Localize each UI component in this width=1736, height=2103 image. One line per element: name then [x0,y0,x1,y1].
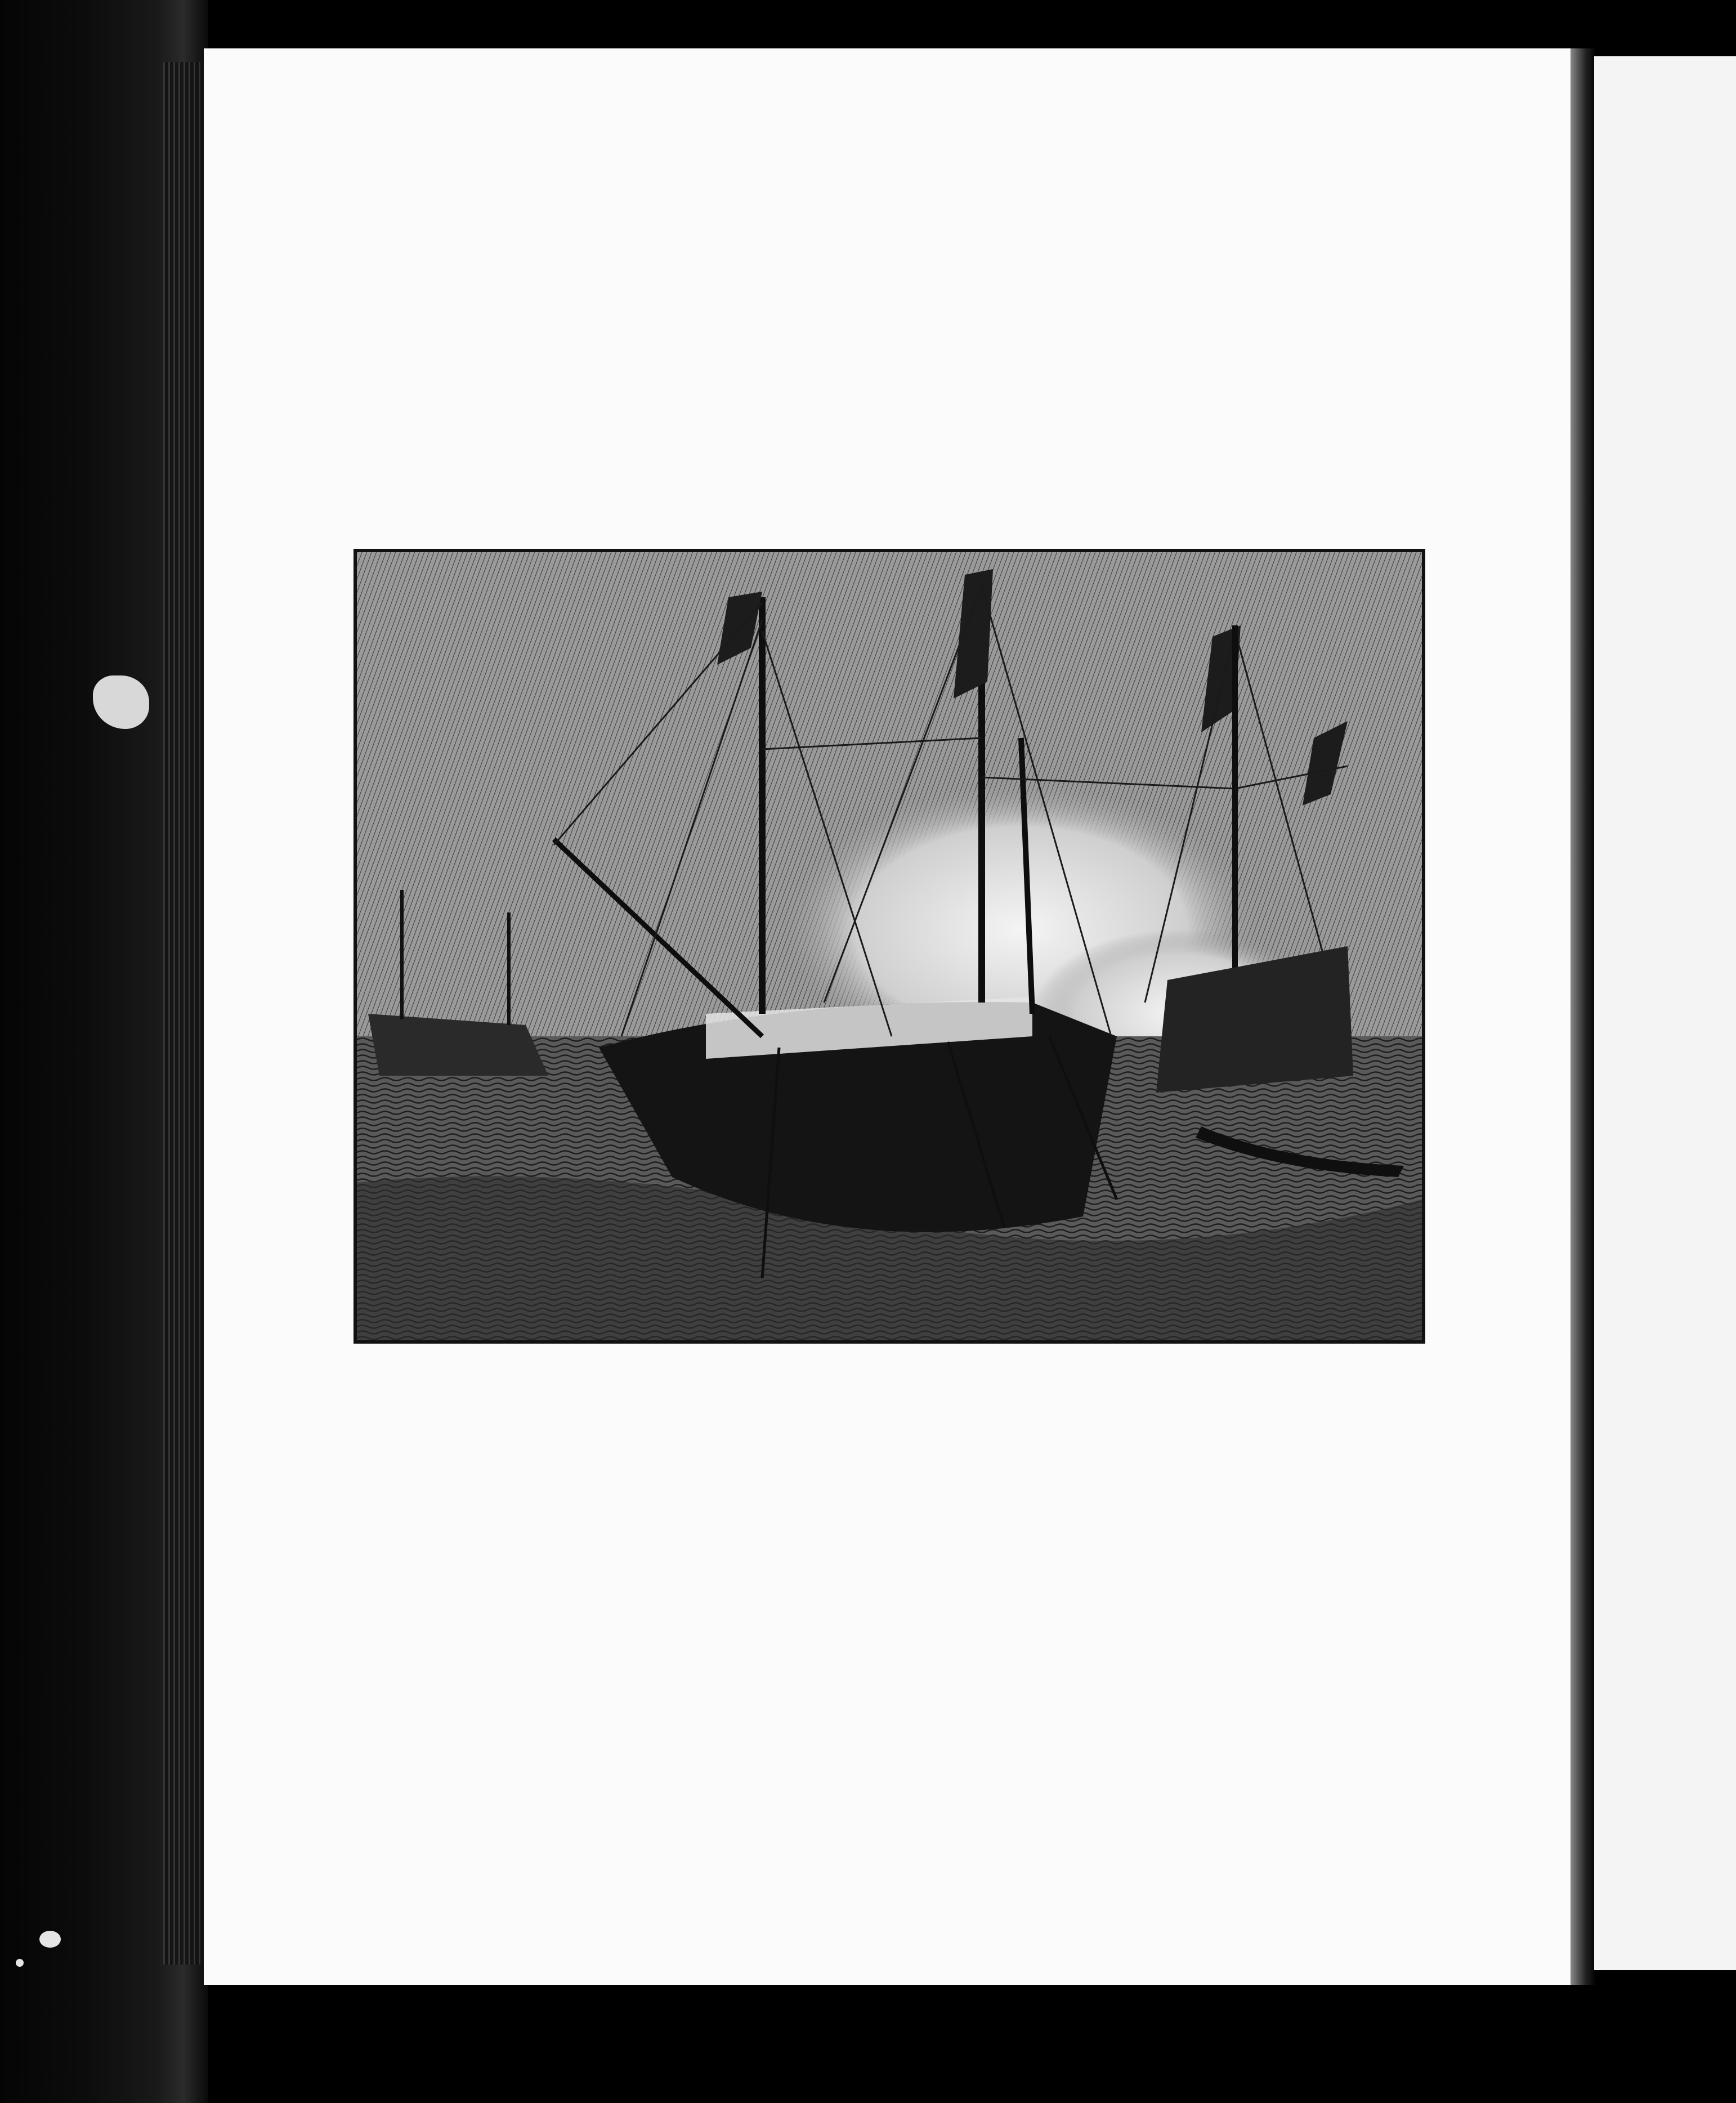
dust-speck [16,1959,24,1967]
dust-speck [39,1931,61,1948]
gutter-shadow [1571,48,1596,1985]
page-edges [163,62,205,1965]
facing-page [1594,56,1736,1970]
engraving-illustration [354,549,1425,1344]
ships-engraving [357,552,1422,1340]
